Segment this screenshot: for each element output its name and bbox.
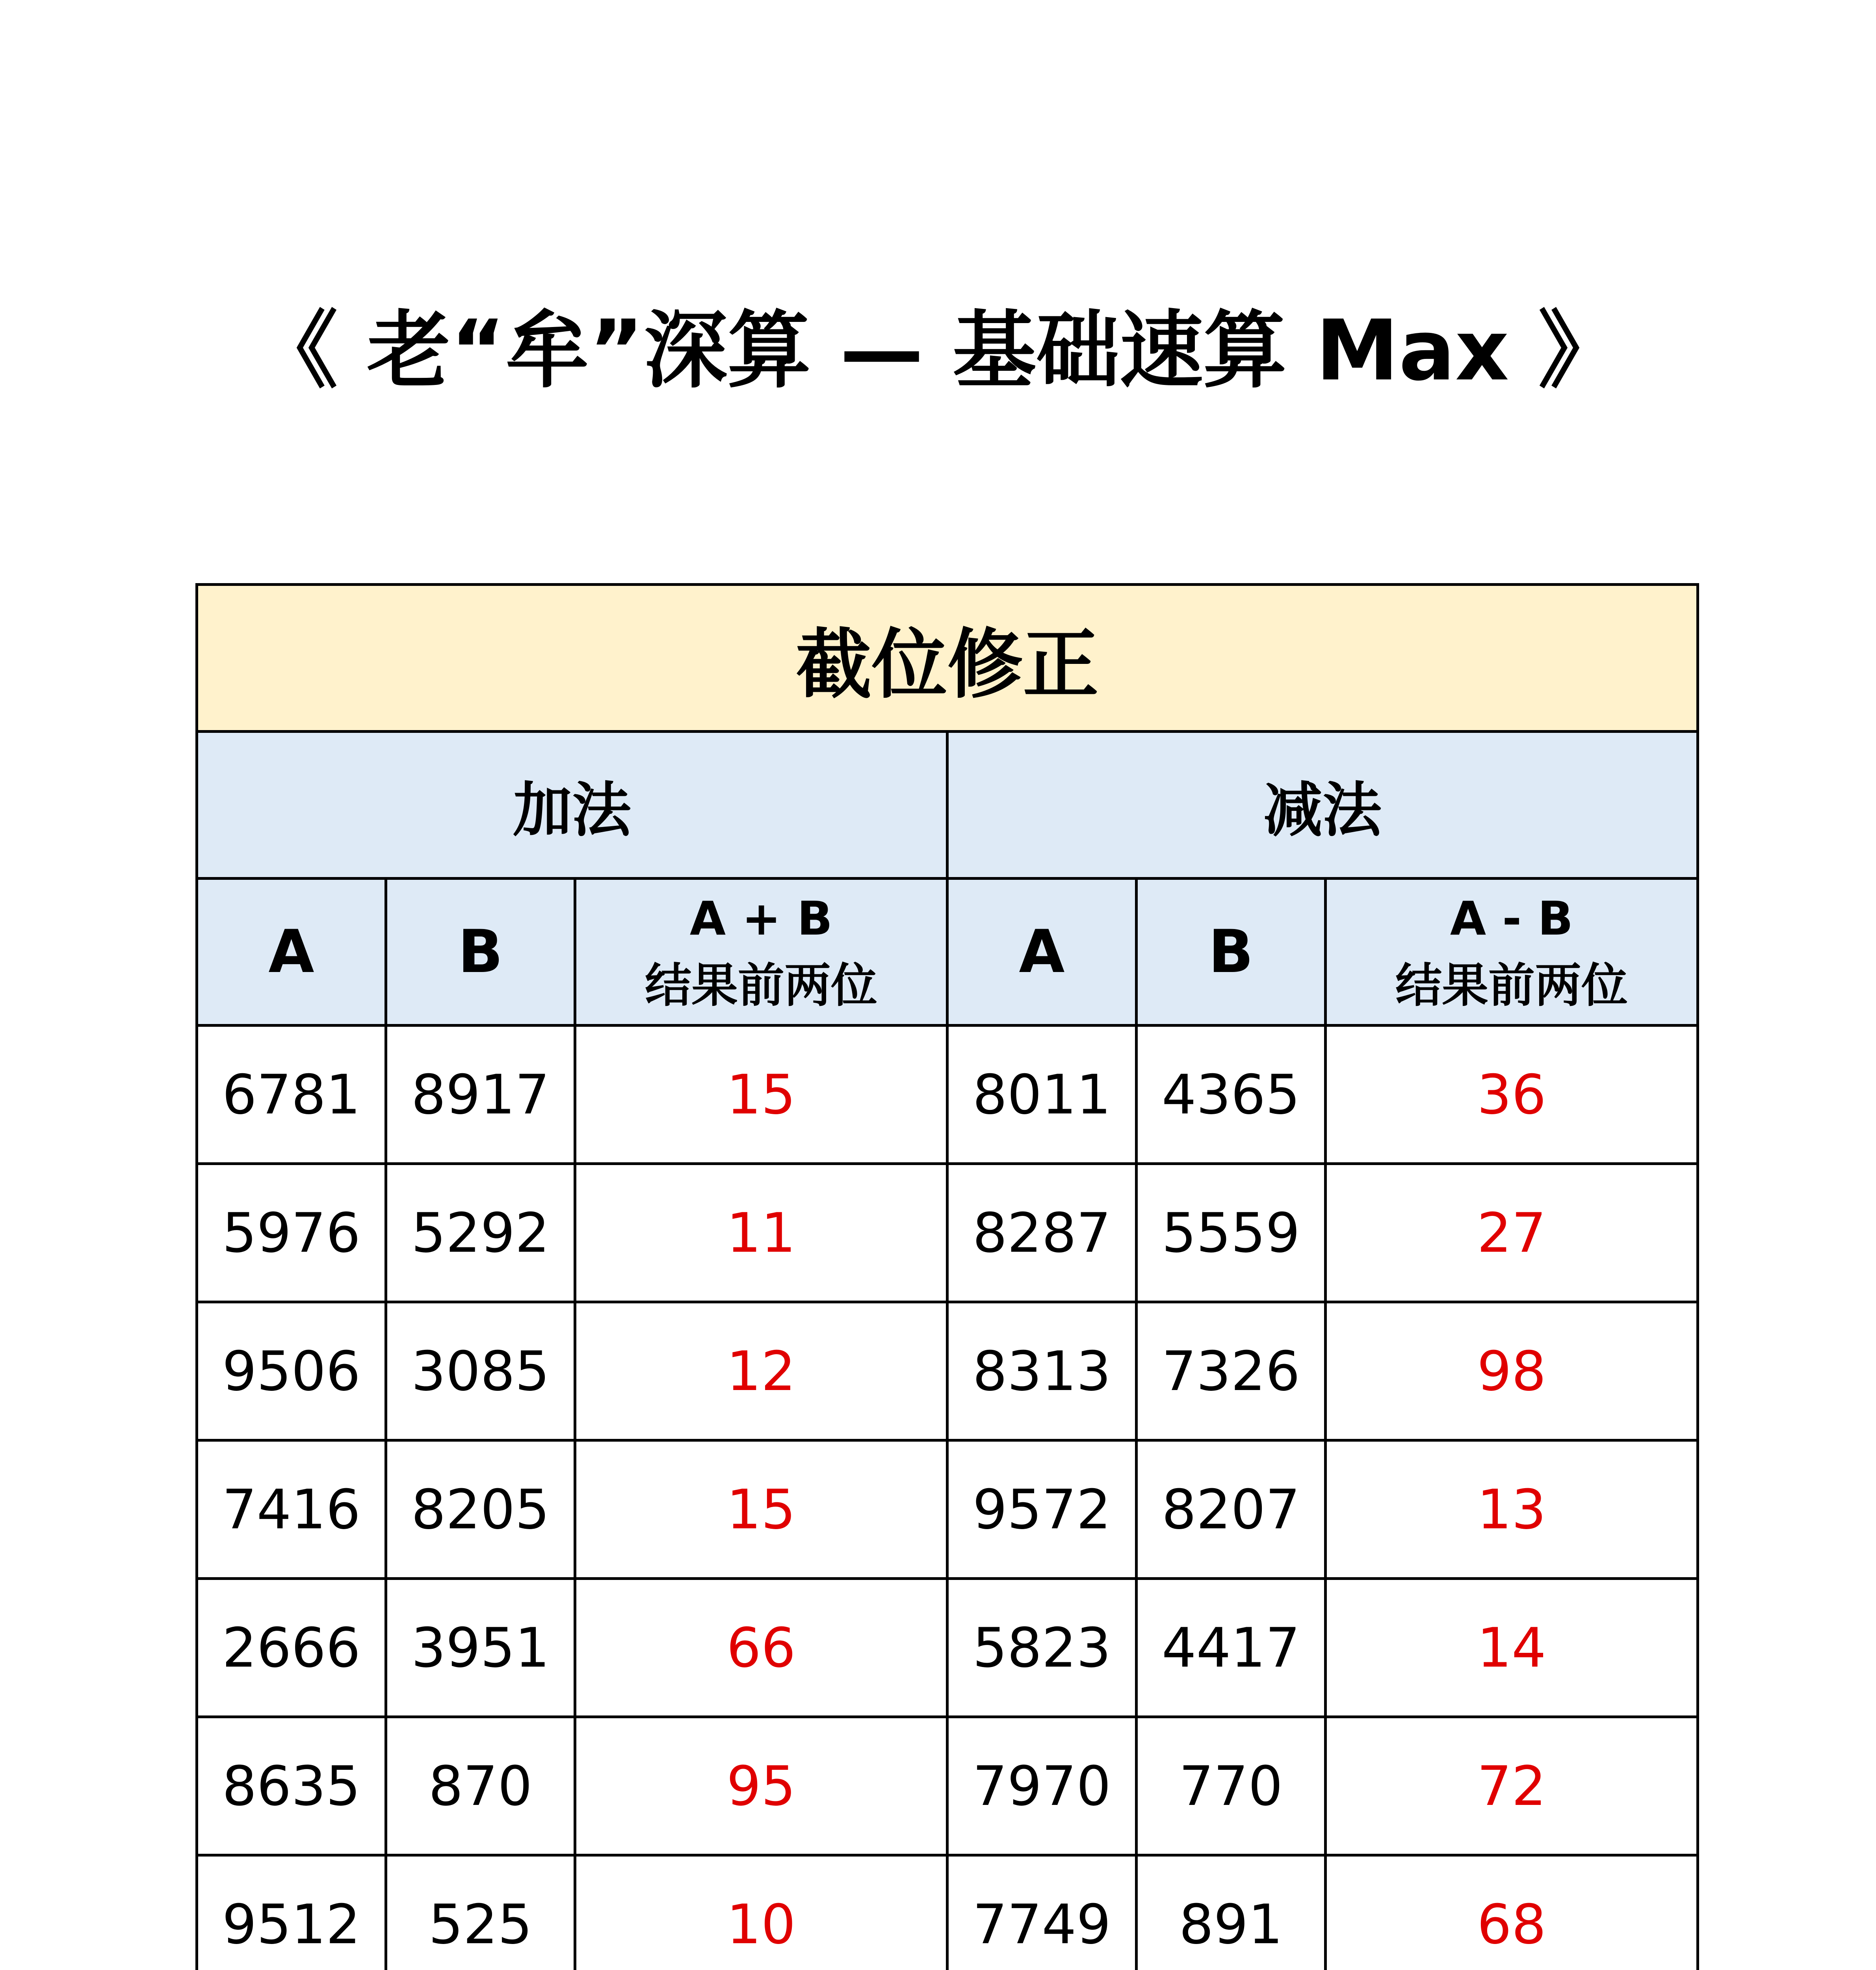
addition-a-cell: 6781 bbox=[197, 1026, 386, 1164]
table-row bbox=[197, 1302, 1698, 1440]
subtraction-a-cell: 8287 bbox=[947, 1164, 1137, 1302]
addition-b-cell: 8205 bbox=[386, 1440, 575, 1579]
subtraction-result-cell: 72 bbox=[1326, 1717, 1698, 1855]
subtraction-result-cell: 36 bbox=[1326, 1026, 1698, 1164]
addition-result-note: 结果前两位 bbox=[645, 958, 877, 1013]
subtraction-result-cell: 27 bbox=[1326, 1164, 1698, 1302]
addition-b-cell: 8917 bbox=[386, 1026, 575, 1164]
subtraction-a-cell: 8313 bbox=[947, 1302, 1137, 1440]
page-title: 《 老“牟”深算 — 基础速算 Max 》 bbox=[254, 302, 1622, 399]
table-row bbox=[197, 1855, 1698, 1970]
section-title: 截位修正 bbox=[197, 585, 1698, 732]
subtraction-b-cell: 7326 bbox=[1137, 1302, 1326, 1440]
addition-result-cell: 95 bbox=[575, 1717, 947, 1855]
subtraction-b-cell: 770 bbox=[1137, 1717, 1326, 1855]
subtraction-a-cell: 7749 bbox=[947, 1855, 1137, 1970]
addition-result-cell: 15 bbox=[575, 1026, 947, 1164]
subtraction-b-cell: 4417 bbox=[1137, 1579, 1326, 1717]
addition-b-cell: 870 bbox=[386, 1717, 575, 1855]
table-row bbox=[197, 1717, 1698, 1855]
addition-group-header: 加法 bbox=[197, 732, 947, 879]
table-row bbox=[197, 1579, 1698, 1717]
subtraction-result-note: 结果前两位 bbox=[1395, 958, 1628, 1013]
subtraction-col-b-header: B bbox=[1137, 879, 1326, 1026]
subtraction-result-cell: 14 bbox=[1326, 1579, 1698, 1717]
addition-result-header bbox=[575, 879, 947, 1026]
addition-a-cell: 7416 bbox=[197, 1440, 386, 1579]
subtraction-group-header: 减法 bbox=[947, 732, 1698, 879]
subtraction-b-cell: 891 bbox=[1137, 1855, 1326, 1970]
addition-b-cell: 525 bbox=[386, 1855, 575, 1970]
subtraction-a-cell: 8011 bbox=[947, 1026, 1137, 1164]
addition-col-a-header: A bbox=[197, 879, 386, 1026]
addition-result-cell: 11 bbox=[575, 1164, 947, 1302]
subtraction-result-cell: 13 bbox=[1326, 1440, 1698, 1579]
table-row bbox=[197, 1026, 1698, 1164]
table-row bbox=[197, 1440, 1698, 1579]
table-row bbox=[197, 1164, 1698, 1302]
addition-b-cell: 3951 bbox=[386, 1579, 575, 1717]
addition-a-cell: 2666 bbox=[197, 1579, 386, 1717]
subtraction-result-header bbox=[1326, 879, 1698, 1026]
subtraction-b-cell: 4365 bbox=[1137, 1026, 1326, 1164]
subtraction-b-cell: 8207 bbox=[1137, 1440, 1326, 1579]
subtraction-a-cell: 5823 bbox=[947, 1579, 1137, 1717]
addition-col-b-header: B bbox=[386, 879, 575, 1026]
subtraction-col-a-header: A bbox=[947, 879, 1137, 1026]
addition-result-cell: 10 bbox=[575, 1855, 947, 1970]
addition-b-cell: 5292 bbox=[386, 1164, 575, 1302]
addition-result-cell: 12 bbox=[575, 1302, 947, 1440]
addition-b-cell: 3085 bbox=[386, 1302, 575, 1440]
addition-a-cell: 9506 bbox=[197, 1302, 386, 1440]
addition-a-cell: 8635 bbox=[197, 1717, 386, 1855]
subtraction-a-cell: 9572 bbox=[947, 1440, 1137, 1579]
addition-a-cell: 9512 bbox=[197, 1855, 386, 1970]
addition-result-cell: 15 bbox=[575, 1440, 947, 1579]
addition-a-cell: 5976 bbox=[197, 1164, 386, 1302]
subtraction-result-expression: A - B bbox=[1450, 891, 1573, 946]
subtraction-result-cell: 68 bbox=[1326, 1855, 1698, 1970]
subtraction-b-cell: 5559 bbox=[1137, 1164, 1326, 1302]
addition-result-cell: 66 bbox=[575, 1579, 947, 1717]
worksheet-table bbox=[195, 583, 1699, 1970]
addition-result-expression: A + B bbox=[689, 891, 833, 946]
subtraction-result-cell: 98 bbox=[1326, 1302, 1698, 1440]
subtraction-a-cell: 7970 bbox=[947, 1717, 1137, 1855]
